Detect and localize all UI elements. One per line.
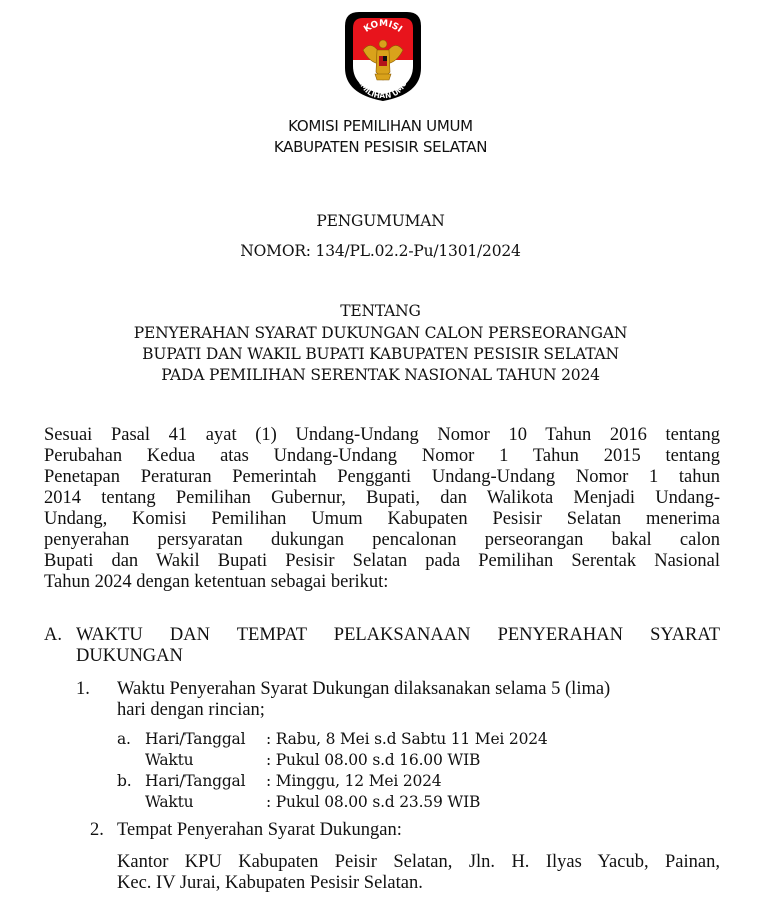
section-a-heading	[76, 625, 720, 667]
item-1-marker: 1.	[76, 679, 90, 699]
paragraph-line: Sesuai Pasal 41 ayat (1) Undang-Undang Nomor 10 Tahun 2016 tentang	[44, 425, 720, 445]
announcement-number: NOMOR: 134/PL.02.2-Pu/1301/2024	[240, 242, 521, 260]
paragraph-line: 2014 tentang Pemilihan Gubernur, Bupati, dan Walikota Menjadi Undang-	[44, 488, 720, 508]
paragraph-line: Tahun 2024 dengan ketentuan sebagai berikut:	[44, 572, 389, 592]
schedule-b-day-value: : Minggu, 12 Mei 2024	[266, 772, 442, 790]
item-2-address	[117, 852, 720, 894]
paragraph-line: Perubahan Kedua atas Undang-Undang Nomor 1 Tahun 2015 tentang	[44, 446, 720, 466]
item-2-marker: 2.	[90, 820, 104, 840]
schedule-a-day-label: Hari/Tanggal	[145, 730, 246, 748]
svg-text:KOMISI: KOMISI	[362, 18, 404, 35]
schedule-b-time-label: Waktu	[145, 793, 194, 811]
schedule-a-day-value: : Rabu, 8 Mei s.d Sabtu 11 Mei 2024	[266, 730, 548, 748]
schedule-b-time-value: : Pukul 08.00 s.d 23.59 WIB	[266, 793, 481, 811]
paragraph-line: penyerahan persyaratan dukungan pencalonan perseorangan bakal calon	[44, 530, 720, 550]
subject-line: PENYERAHAN SYARAT DUKUNGAN CALON PERSEORANGAN	[133, 324, 628, 342]
intro-paragraph	[44, 425, 720, 593]
section-heading-line: DUKUNGAN	[76, 646, 183, 666]
org-region: KABUPATEN PESISIR SELATAN	[273, 138, 488, 156]
paragraph-line: Penetapan Peraturan Pemerintah Pengganti Undang-Undang Nomor 1 tahun	[44, 467, 720, 487]
item-2-text: Tempat Penyerahan Syarat Dukungan:	[117, 820, 402, 840]
item-1-text-cont: hari dengan rincian;	[117, 700, 265, 720]
paragraph-line: Undang, Komisi Pemilihan Umum Kabupaten Pesisir Selatan menerima	[44, 509, 720, 529]
address-line: Kantor KPU Kabupaten Peisir Selatan, Jln. H. Ilyas Yacub, Painan,	[117, 852, 720, 872]
item-1-text: Waktu Penyerahan Syarat Dukungan dilaksanakan selama 5 (lima)	[117, 679, 611, 699]
schedule-b-day-label: Hari/Tanggal	[145, 772, 246, 790]
schedule-a-time-value: : Pukul 08.00 s.d 16.00 WIB	[266, 751, 481, 769]
subject-label: TENTANG	[340, 302, 421, 320]
kpu-emblem-icon	[341, 10, 425, 102]
subject-line: PADA PEMILIHAN SERENTAK NASIONAL TAHUN 2024	[161, 366, 600, 384]
subject-line: BUPATI DAN WAKIL BUPATI KABUPATEN PESISIR SELATAN	[142, 345, 619, 363]
schedule-a-marker: a.	[117, 730, 131, 748]
schedule-a-time-label: Waktu	[145, 751, 194, 769]
address-line: Kec. IV Jurai, Kabupaten Pesisir Selatan.	[117, 873, 423, 893]
org-name: KOMISI PEMILIHAN UMUM	[288, 117, 473, 135]
section-a-marker: A.	[44, 625, 62, 645]
paragraph-line: Bupati dan Wakil Bupati Pesisir Selatan pada Pemilihan Serentak Nasional	[44, 551, 720, 571]
schedule-b-marker: b.	[117, 772, 132, 790]
announcement-title: PENGUMUMAN	[316, 212, 445, 230]
section-heading-line: WAKTU DAN TEMPAT PELAKSANAAN PENYERAHAN SYARAT	[76, 625, 720, 645]
svg-text:PEMILIHAN UMUM: PEMILIHAN UMUM	[354, 72, 412, 101]
